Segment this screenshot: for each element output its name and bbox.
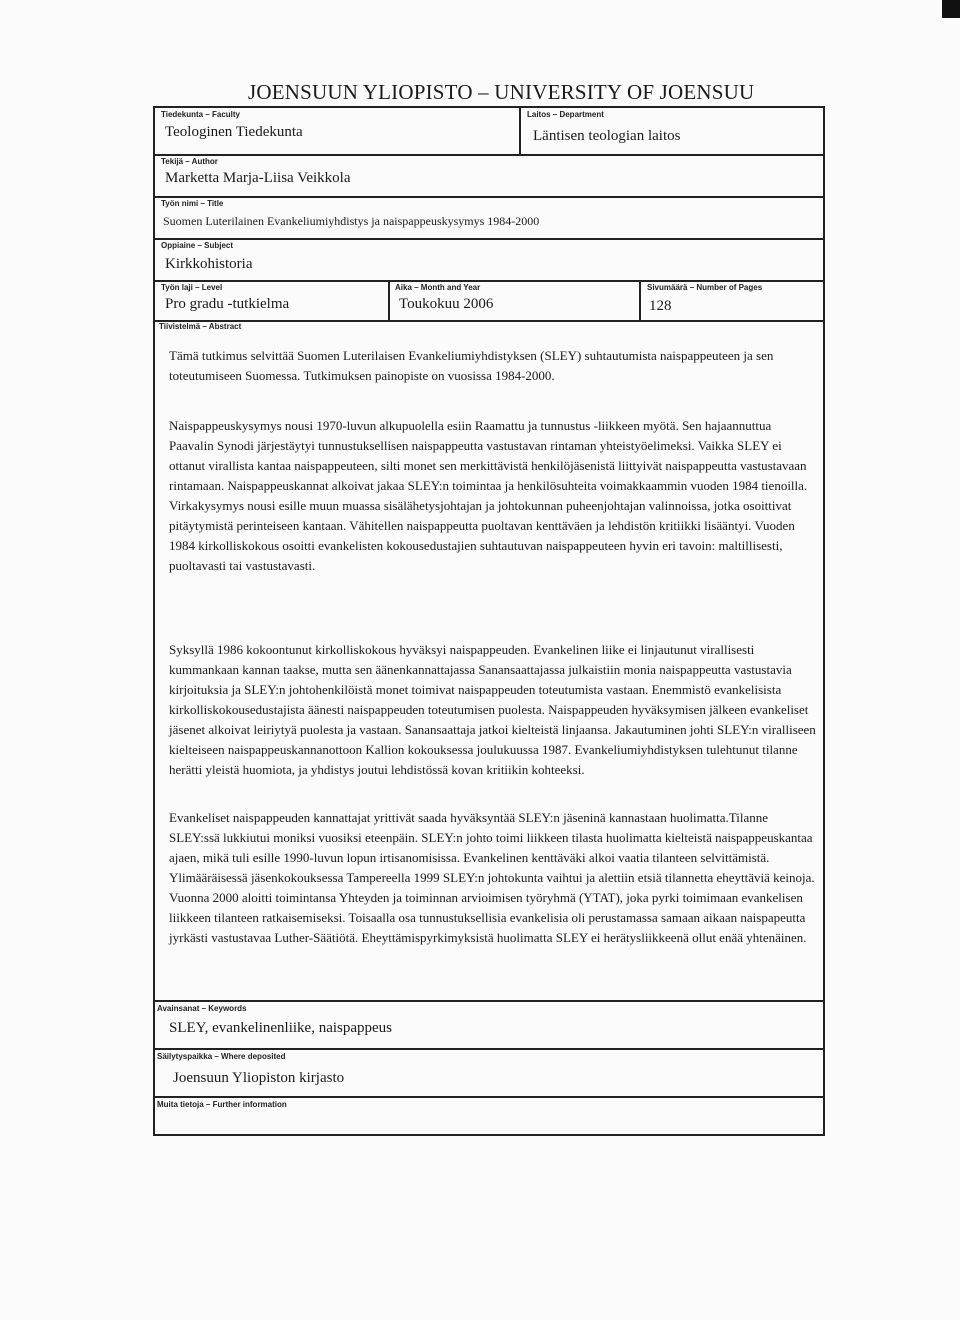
author-row <box>155 156 823 198</box>
subject-value: Kirkkohistoria <box>165 256 253 272</box>
deposit-label: Säilytyspaikka – Where deposited <box>157 1052 286 1061</box>
department-value: Läntisen teologian laitos <box>533 128 681 144</box>
keywords-label: Avainsanat – Keywords <box>157 1004 247 1013</box>
date-divider <box>639 282 641 320</box>
deposit-value: Joensuun Yliopiston kirjasto <box>173 1070 345 1086</box>
faculty-value: Teologinen Tiedekunta <box>165 124 303 140</box>
pages-label: Sivumäärä – Number of Pages <box>647 283 763 292</box>
further-info-label: Muita tietoja – Further information <box>157 1100 287 1109</box>
scan-corner-mark <box>942 0 960 18</box>
level-value: Pro gradu -tutkielma <box>165 296 290 312</box>
date-value: Toukokuu 2006 <box>399 296 494 312</box>
title-value: Suomen Luterilainen Evankeliumiyhdistys ja naispappeuskysymys 1984-2000 <box>163 214 540 228</box>
level-divider <box>388 282 390 320</box>
faculty-divider <box>519 108 521 154</box>
level-label: Työn laji – Level <box>161 283 223 292</box>
abstract-paragraph-1: Tämä tutkimus selvittää Suomen Luterilaisen Evankeliumiyhdistyksen (SLEY) suhtautumista naispappeuteen ja sen toteutumiseen Suomessa. Tutkimuksen painopiste on vuosissa 1984-2000. <box>169 348 774 383</box>
abstract-paragraph-4: Evankeliset naispappeuden kannattajat yrittivät saada hyväksyntää SLEY:n jäseninä kannastaan huolimatta.Tilanne SLEY:ssä lukkiutui moniksi vuosiksi eteenpäin. SLEY:n johto toimi liikkeen tilasta huolimatta kielteistä naispappeuskantaa ajaen, mikä tuli esille 1990-luvun lopun irtisanomisissa. Evankelinen kenttäväki alkoi vaatia tilanteen selvittämistä. Ylimääräisessä jäsenkokouksessa Tampereella 1999 SLEY:n johtokunta vaihtui ja alettiin etsiä tilannetta eheyttäviä keinoja. Vuonna 2000 aloitti toimintansa Yhteyden ja toiminnan arvioimisen työryhmä (YTAT), joka pyrki toimimaan evankelisen liikkeen tilanteen ratkaisemiseksi. Toisaalla osa tunnustuksellisia evankelisia oli perustamassa samaan aikaan naispapeutta jyrkästi vastustavaa Luther-Säätiötä. Eheyttämispyrkimyksistä huolimatta SLEY ei herätysliikkeenä ollut enää yhtenäinen. <box>169 810 815 945</box>
subject-label: Oppiaine – Subject <box>161 241 234 250</box>
further-info-section <box>155 1098 823 1134</box>
level-date-pages-row <box>155 282 823 322</box>
keywords-value: SLEY, evankelinenliike, naispappeus <box>169 1020 393 1036</box>
abstract-paragraph-2: Naispappeuskysymys nousi 1970-luvun alkupuolella esiin Raamattu ja tunnustus -liikkeen myötä. Sen hajaannuttua Paavalin Synodi järjestäytyi tunnustuksellisen naispappeutta vastustavan rintaman yhteistyöelimeksi. Vaikka SLEY ei ottanut virallista kantaa naispappeuteen, silti monet sen merkittävistä henkilöjäsenistä liittyivät naispappeutta vastustavaan rintamaan. Naispappeuskannat alkoivat jakaa SLEY:n toimintaa ja henkilösuhteita voimakkaammin vuoden 1984 tienoilla. Virkakysymys nousi esille muun muassa sisälähetysjohtajan ja johtokunnan puheenjohtajan valinnoissa, jotka osoittivat pitäytymistä perinteiseen kantaan. Vähitellen naispappeutta puoltavan kenttäväen ja lehdistön kritiikki lisääntyi. Vuoden 1984 kirkolliskokous osoitti evankelisten kokousedustajien suhtautuvan naispappeuteen hyvin eri tavoin: maltillisesti, puoltavasti tai vastustavasti. <box>169 418 808 573</box>
title-label: Työn nimi – Title <box>161 199 224 208</box>
keywords-row <box>155 1002 823 1050</box>
department-label: Laitos – Department <box>527 110 604 119</box>
author-value: Marketta Marja-Liisa Veikkola <box>165 170 351 186</box>
subject-row <box>155 240 823 282</box>
date-label: Aika – Month and Year <box>395 283 481 292</box>
pages-value: 128 <box>649 298 672 314</box>
university-heading: JOENSUUN YLIOPISTO – UNIVERSITY OF JOENSUU <box>248 80 755 104</box>
deposit-row <box>155 1050 823 1098</box>
faculty-label: Tiedekunta – Faculty <box>161 110 240 119</box>
abstract-section <box>155 322 823 1002</box>
abstract-paragraph-3: Syksyllä 1986 kokoontunut kirkolliskokous hyväksyi naispappeuden. Evankelinen liike ei linjautunut virallisesti kummankaan kannan taakse, mutta sen äänenkannattajassa Sanansaattajassa julkaistiin monia naispappeutta vastustavia kirjoituksia ja SLEY:n johtohenkilöistä monet toimivat naispappeuden toteutumista vastaan. Enemmistö evankelisista kirkolliskokousedustajista äänesti naispappeuden toteutumisen puolesta. Naispappeuden hyväksymisen jälkeen evankeliset jäsenet alkoivat leiriytyä puolesta ja vastaan. Sanansaattaja jatkoi kielteistä linjaansa. Jakautuminen johti SLEY:n viralliseen kielteiseen naispappeuskannanottoon Kallion kokouksessa joulukuussa 1987. Evankeliumiyhdistyksen tulehtunut tilanne herätti yleistä huomiota, ja yhdistys joutui lehdistössä kovan kritiikin kohteeksi. <box>169 642 816 777</box>
author-label: Tekijä – Author <box>161 157 218 166</box>
faculty-department-row <box>155 108 823 156</box>
title-row <box>155 198 823 240</box>
abstract-form <box>153 106 825 1136</box>
abstract-label: Tiivistelmä – Abstract <box>159 322 242 331</box>
